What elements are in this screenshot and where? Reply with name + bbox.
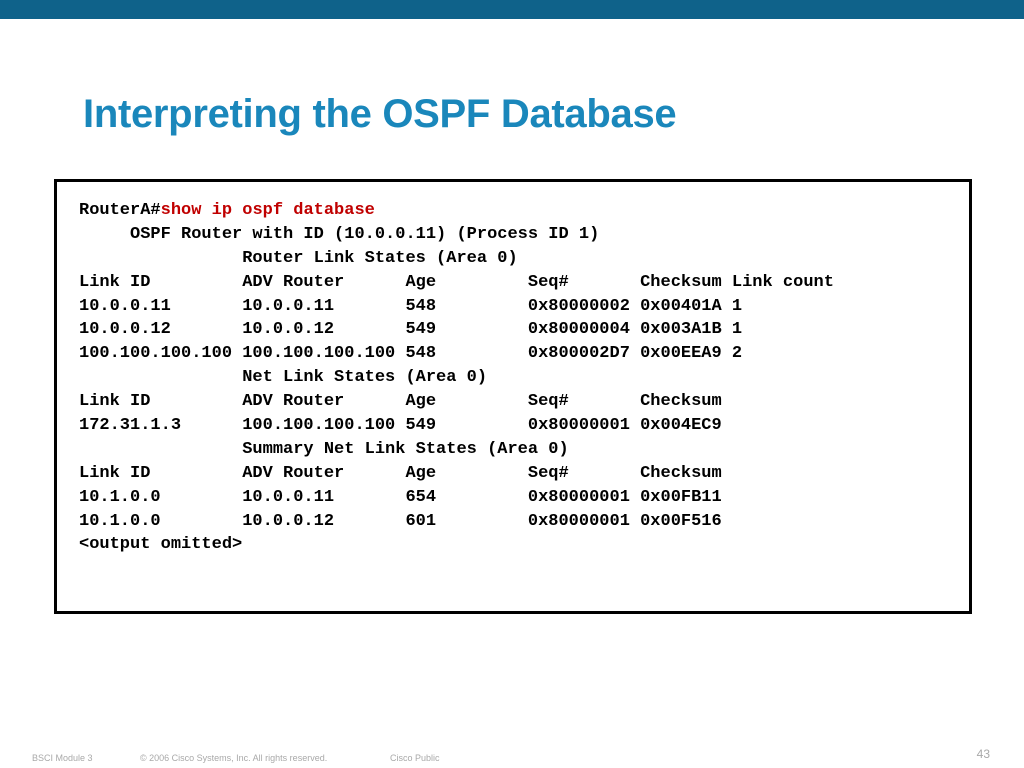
console-output [79,199,834,557]
console-line: Link ID ADV Router Age Seq# Checksum Link count [79,272,834,292]
console-line: OSPF Router with ID (10.0.0.11) (Process ID 1) [79,224,600,244]
console-line: 10.0.0.11 10.0.0.11 548 0x80000002 0x00401A 1 [79,296,743,316]
console-line: 10.1.0.0 10.0.0.12 601 0x80000001 0x00F516 [79,511,722,531]
router-prompt: RouterA# [79,201,161,220]
console-line: <output omitted> [79,535,243,555]
footer-module-label: BSCI Module 3 [32,753,93,763]
console-line: 100.100.100.100 100.100.100.100 548 0x800002D7 0x00EEA9 2 [79,344,743,364]
console-line: 172.31.1.3 100.100.100.100 549 0x80000001 0x004EC9 [79,416,722,436]
footer-copyright: © 2006 Cisco Systems, Inc. All rights reserved. [140,753,328,763]
ios-command: show ip ospf database [160,201,375,220]
console-line: Link ID ADV Router Age Seq# Checksum [79,392,722,412]
console-line: Router Link States (Area 0) [79,248,518,268]
console-output-box [54,179,972,614]
top-banner-bar [0,0,1024,19]
console-prompt-line [79,199,834,223]
page-number: 43 [976,747,990,761]
footer-classification: Cisco Public [390,753,440,763]
console-line: 10.0.0.12 10.0.0.12 549 0x80000004 0x003A1B 1 [79,320,743,340]
console-line: Summary Net Link States (Area 0) [79,439,569,459]
console-line: Net Link States (Area 0) [79,368,488,388]
console-line: 10.1.0.0 10.0.0.11 654 0x80000001 0x00FB11 [79,487,722,507]
console-line: Link ID ADV Router Age Seq# Checksum [79,463,722,483]
slide-title: Interpreting the OSPF Database [83,92,677,136]
